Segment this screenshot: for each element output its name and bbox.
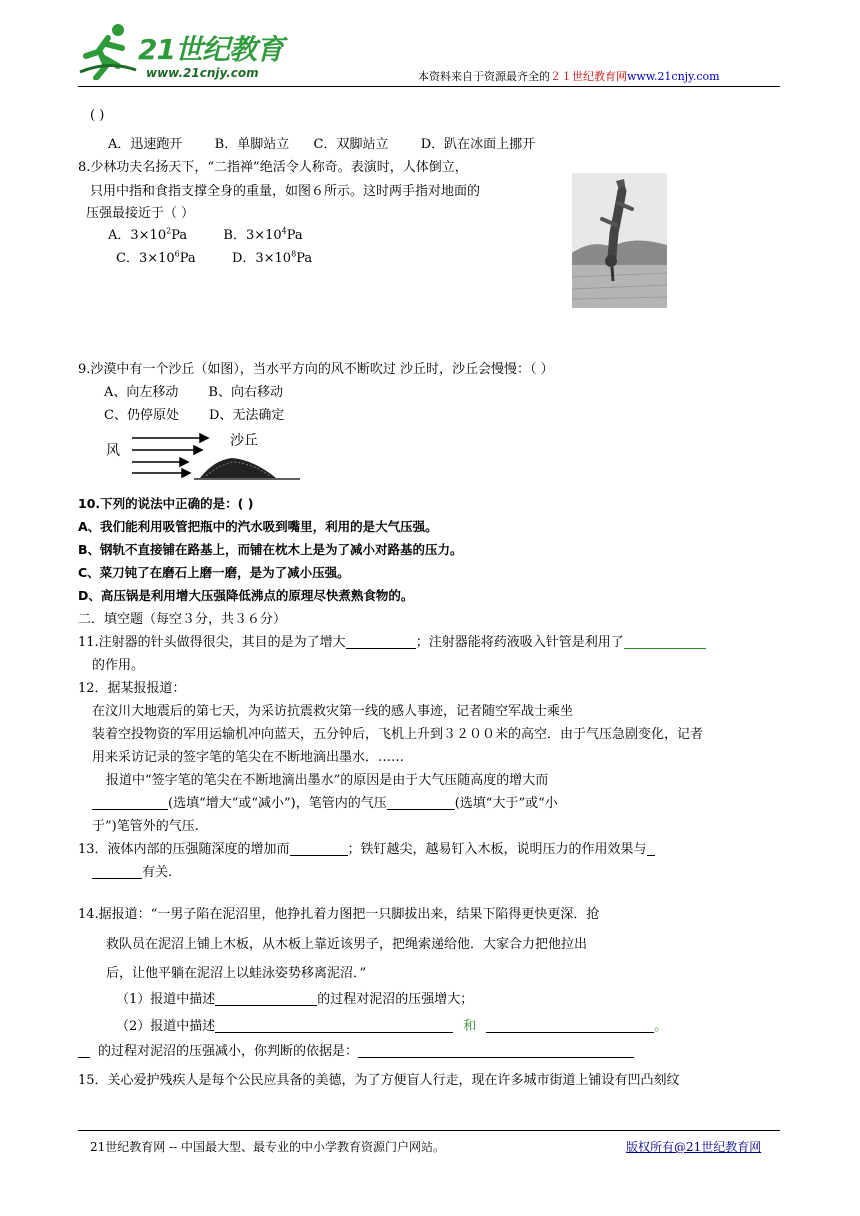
q8-line1: 8.少林功夫名扬天下，“二指禅”绝活令人称奇。表演时，人体倒立，	[78, 160, 468, 175]
q12-line4: 报道中“签字笔的笔尖在不断地滴出墨水”的原因是由于大气压随高度的增大而	[106, 773, 549, 788]
q15-line1: 15．关心爱护残疾人是每个公民应具备的美德，为了方便盲人行走，现在许多城市街道上铺设有凹凸刻纹	[78, 1073, 680, 1088]
q14-blank-1[interactable]	[215, 991, 317, 1006]
footer-copyright-link[interactable]: 版权所有@21世纪教育网	[626, 1140, 762, 1154]
q11-blank-2[interactable]	[624, 634, 706, 649]
q8-options-row2: C．$3\times 10^6Pa$ D．$3\times 10^8Pa$	[116, 249, 313, 266]
q14-line3: 后，让他平躺在泥沼上以蛙泳姿势移离泥沼．”	[106, 966, 367, 981]
q13-blank-1[interactable]	[290, 841, 348, 856]
q14-sub1: （1）报道中描述 的过程对泥沼的压强增大；	[116, 992, 474, 1007]
dune-label: 沙丘	[230, 433, 258, 449]
q7-options	[108, 133, 535, 152]
q13-line1: 13．液体内部的压强随深度的增加而 ；铁钉越尖，越易钉入木板，说明压力的作用效果与	[78, 838, 655, 857]
q8-options-row1: A．$3\times 10^2Pa$ B．$3\times 10^4Pa$	[108, 226, 303, 243]
q10-option-b: B、钢轨不直接铺在路基上，而铺在枕木上是为了减小对路基的压力。	[78, 542, 463, 557]
header-logo	[78, 22, 288, 84]
footer-rule	[78, 1130, 780, 1131]
runner-logo-icon	[78, 22, 138, 80]
q8-line3: 压强最接近于（ ）	[86, 206, 195, 221]
q10-option-d: D、高压锅是利用增大压强降低沸点的原理尽快煮熟食物的。	[78, 588, 414, 603]
q13-line2: 有关.	[92, 861, 172, 880]
q12-line5: (选填“增大”或“减小”)，笔管内的气压 (选填“大于”或“小	[92, 792, 558, 811]
q13-blank-2a[interactable]	[647, 841, 655, 856]
q14-blank-2[interactable]	[215, 1018, 453, 1033]
q11-blank-1[interactable]	[346, 634, 416, 649]
q12-blank-1[interactable]	[92, 795, 168, 810]
q9-line1: 9.沙漠中有一个沙丘（如图），当水平方向的风不断吹过 沙丘时，沙丘会慢慢：（ ）	[78, 362, 554, 377]
q14-line1: 14.据报道：“一男子陷在泥沼里，他挣扎着力图把一只脚拔出来，结果下陷得更快更深．抢	[78, 907, 600, 922]
q9-options-row1: A、向左移动 B、向右移动	[104, 385, 283, 400]
section2-title: 二．填空题（每空３分，共３６分）	[78, 612, 287, 627]
q13-blank-2b[interactable]	[92, 864, 142, 879]
q14-blank-4[interactable]	[78, 1043, 90, 1058]
q12-blank-2[interactable]	[387, 795, 455, 810]
q10-option-a: A、我们能利用吸管把瓶中的汽水吸到嘴里，利用的是大气压强。	[78, 519, 438, 534]
q12-line2: 装着空投物资的军用运输机冲向蓝天，五分钟后，飞机上升到３２００米的高空．由于气压急剧变化，记者	[92, 727, 704, 742]
header-tagline: 本资料来自于资源最齐全的２１世纪教育网www.21cnjy.com	[418, 70, 720, 83]
tagline-brand: ２１世纪教育网	[550, 70, 627, 83]
q11-line1: 11.注射器的针头做得很尖，其目的是为了增大 ；注射器能将药液吸入针管是利用了	[78, 631, 706, 650]
q7-option-c: C．双脚站立	[313, 137, 389, 152]
q12-line3: 用来采访记录的签字笔的笔尖在不断地滴出墨水．……	[92, 750, 405, 765]
wind-label: 风	[106, 443, 120, 459]
wind-dune-figure	[104, 426, 304, 482]
q14-blank-3[interactable]	[486, 1018, 654, 1033]
q7-option-b: B．单脚站立	[214, 137, 290, 152]
q12-title: 12．据某报报道：	[78, 681, 186, 696]
q10-option-c: C、菜刀钝了在磨石上磨一磨，是为了减小压强。	[78, 565, 350, 580]
header-rule	[78, 86, 780, 87]
q8-line2: 只用中指和食指支撑全身的重量，如图６所示。这时两手指对地面的	[90, 184, 481, 199]
q7-option-d: D．趴在冰面上挪开	[420, 137, 536, 152]
q10-stem: 10.下列的说法中正确的是：( )	[78, 496, 254, 511]
q7-option-a: A．迅速跑开	[108, 137, 183, 152]
q14-line6: 的过程对泥沼的压强减小，你判断的依据是：	[78, 1040, 634, 1059]
tagline-url[interactable]: www.21cnjy.com	[627, 70, 720, 83]
logo-url: www.21cnjy.com	[146, 66, 259, 80]
q7-paren: ( )	[90, 108, 105, 123]
footer-left: 21世纪教育网 -- 中国最大型、最专业的中小学教育资源门户网站。	[90, 1140, 446, 1154]
q14-line2: 救队员在泥沼上铺上木板，从木板上靠近该男子，把绳索递给他．大家合力把他拉出	[106, 937, 588, 952]
q12-line6: 于”)笔管外的气压.	[92, 819, 199, 834]
q12-line1: 在汶川大地震后的第七天，为采访抗震救灾第一线的感人事迹，记者随空军战士乘坐	[92, 704, 574, 719]
q14-blank-5[interactable]	[358, 1043, 634, 1058]
logo-title: 21世纪教育	[138, 33, 283, 66]
q11-line2: 的作用。	[92, 658, 145, 673]
q14-sub2: （2）报道中描述 和 。	[116, 1019, 668, 1034]
handstand-photo	[572, 173, 667, 308]
q9-options-row2: C、仍停原处 D、无法确定	[104, 408, 285, 423]
